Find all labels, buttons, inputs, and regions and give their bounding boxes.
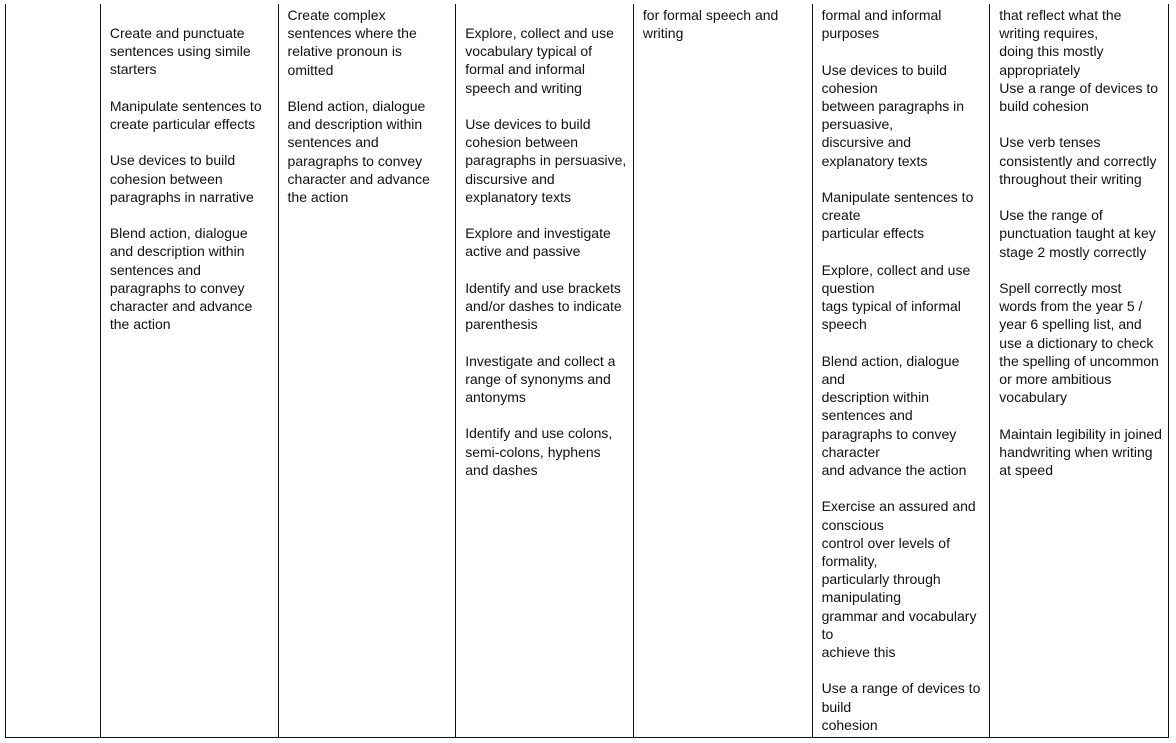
list-item: Manipulate sentences to create particular effects — [109, 97, 262, 132]
table-column-4 — [634, 4, 813, 737]
list-item: Blend action, dialogue and description within sentences and paragraphs to convey character and advance the action — [821, 352, 967, 479]
list-item: Exercise an assured and conscious control over levels of formality, particularly through manipulating grammar and vocabulary to achieve this — [821, 498, 977, 661]
list-item: Blend action, dialogue and description within sentences and paragraphs to convey character and advance the action — [109, 225, 253, 333]
list-item: Use the range of punctuation taught at key stage 2 mostly correctly — [999, 207, 1156, 260]
table-column-6 — [990, 4, 1168, 737]
list-item: Use a range of devices to build cohesion — [999, 79, 1159, 115]
list-item: Explore, collect and use question tags typical of informal speech — [821, 261, 971, 333]
objectives-list — [822, 6, 984, 734]
list-item: formal and informal purposes — [821, 7, 942, 42]
objectives-list — [999, 6, 1162, 479]
list-item: Spell correctly most words from the year 5 / year 6 spelling list, and use a dictionary to check the spelling of uncommon or more ambitious vocabulary — [999, 280, 1159, 406]
list-item: that reflect what the writing requires, doing this mostly appropriately — [999, 7, 1122, 78]
table-column-3 — [456, 4, 634, 737]
table-column-1 — [101, 4, 279, 737]
list-item: Use verb tenses consistently and correctly throughout their writing — [999, 134, 1157, 187]
objectives-list — [643, 6, 806, 42]
objectives-list — [288, 6, 450, 206]
table-column-0 — [6, 4, 101, 737]
list-item: Manipulate sentences to create particular effects — [821, 189, 974, 242]
list-item: Use devices to build cohesion between paragraphs in narrative — [109, 152, 254, 205]
list-item: Create complex sentences where the relative pronoun is omitted — [287, 7, 417, 78]
list-item: Explore and investigate active and passive — [465, 225, 611, 260]
objectives-list — [110, 24, 272, 333]
list-item: Identify and use brackets and/or dashes to indicate parenthesis — [465, 279, 622, 333]
list-item: Investigate and collect a range of synonyms and antonyms — [465, 352, 616, 405]
objectives-list — [465, 24, 627, 479]
list-item: Use devices to build cohesion between paragraphs in persuasive, discursive and explanatory texts — [821, 61, 965, 169]
table-column-2 — [279, 4, 457, 737]
list-item: Use a range of devices to build cohesion — [821, 680, 981, 733]
list-item: Maintain legibility in joined handwriting when writing at speed — [999, 425, 1162, 479]
list-item: Explore, collect and use vocabulary typical of formal and informal speech and writing — [465, 25, 614, 96]
list-item: for formal speech and writing — [642, 7, 779, 42]
list-item: Use devices to build cohesion between paragraphs in persuasive, discursive and explanatory texts — [465, 116, 627, 205]
curriculum-table — [5, 4, 1169, 738]
list-item: Create and punctuate sentences using simile starters — [109, 25, 251, 78]
list-item: Identify and use colons, semi-colons, hyphens and dashes — [465, 425, 613, 478]
table-column-5 — [813, 4, 991, 737]
list-item: Blend action, dialogue and description within sentences and paragraphs to convey character and advance the action — [287, 98, 430, 206]
